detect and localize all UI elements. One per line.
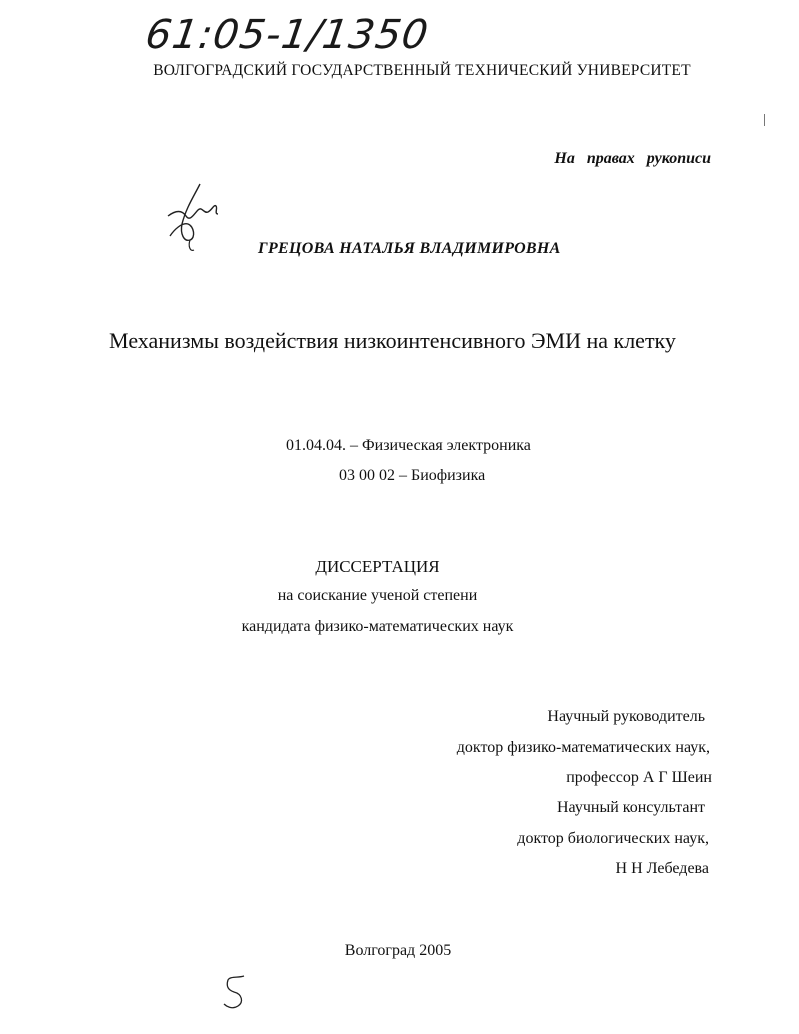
specialty-line: 01.04.04. – Физическая электроника	[286, 437, 531, 454]
specialty-line: 03 00 02 – Биофизика	[339, 467, 486, 484]
supervisor-degree: доктор физико-математических наук,	[456, 739, 710, 756]
university-name: ВОЛГОГРАДСКИЙ ГОСУДАРСТВЕННЫЙ ТЕХНИЧЕСКИЙ УНИВЕРСИТЕТ	[153, 62, 691, 79]
consultant-degree: доктор биологических наук,	[517, 830, 709, 847]
supervisor-name: профессор А Г Шеин	[566, 769, 712, 786]
author-name: ГРЕЦОВА НАТАЛЬЯ ВЛАДИМИРОВНА	[258, 240, 561, 257]
archive-code-handwritten: 61:05-1/1350	[142, 12, 432, 58]
degree-line: кандидата физико-математических наук	[241, 618, 514, 635]
supervisor-role: Научный руководитель	[547, 708, 705, 725]
signature-icon	[160, 180, 224, 256]
consultant-name: Н Н Лебедева	[615, 860, 709, 877]
dissertation-title: Механизмы воздействия низкоинтенсивного ЭМИ на клетку	[109, 328, 676, 353]
consultant-role: Научный консультант	[557, 799, 705, 816]
handwritten-mark-icon	[218, 972, 252, 1012]
document-type: ДИССЕРТАЦИЯ	[315, 557, 440, 576]
city-year: Волгоград 2005	[344, 942, 452, 959]
degree-line: на соискание ученой степени	[277, 587, 478, 604]
scan-edge-mark	[764, 114, 765, 126]
rights-note: На правах рукописи	[554, 150, 711, 167]
